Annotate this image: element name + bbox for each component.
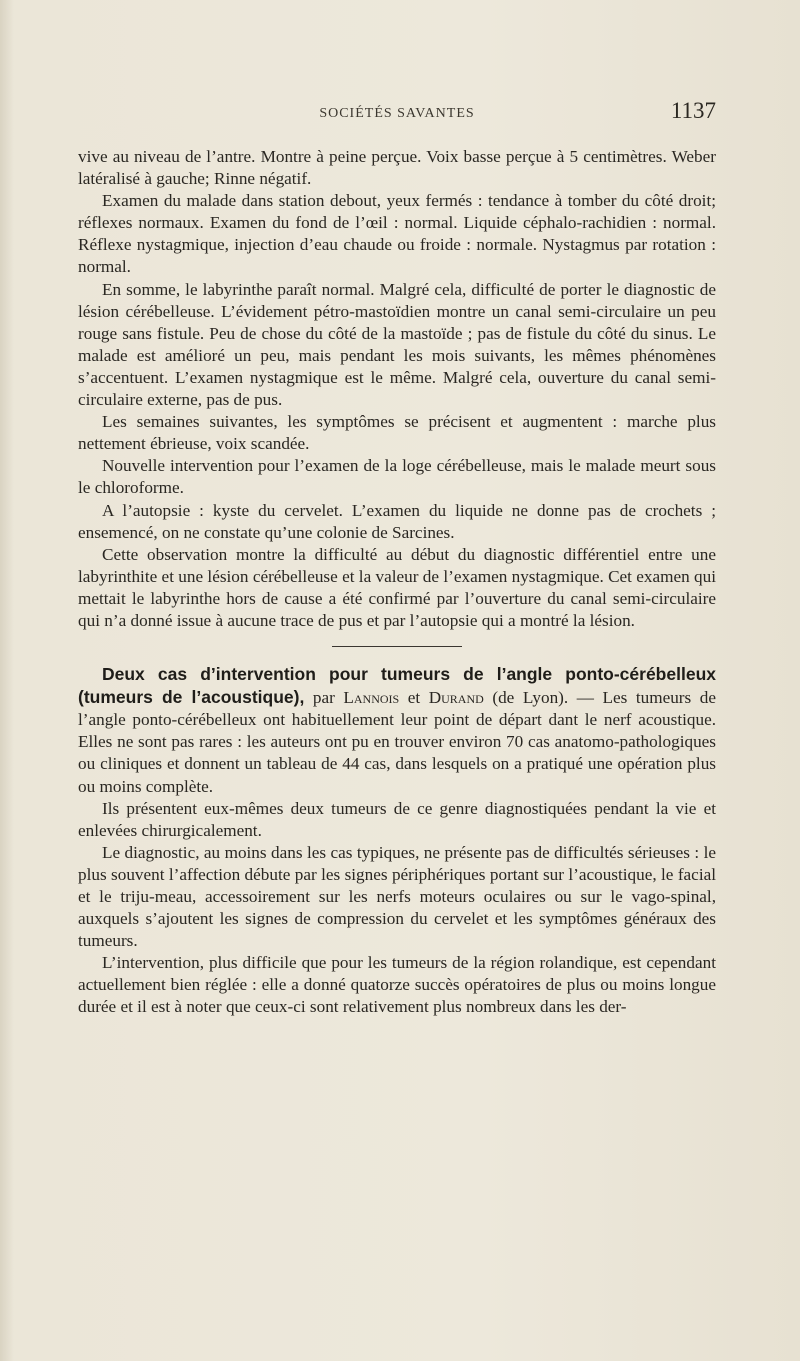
article-place: (de Lyon). — xyxy=(483,688,603,708)
paragraph: Nouvelle intervention pour l’examen de la loge cérébelleuse, mais le malade meurt sous le chloroforme. xyxy=(78,456,716,498)
paragraph: En somme, le labyrinthe paraît normal. Malgré cela, difficulté de porter le diagnostic de lésion cérébelleuse. L’évidement pétro-mastoïdien montre un canal semi-circulaire un peu rouge sans fistule. Peu de chose du côté de la mastoïde ; pas de fistule du côté du sinus. Le malade est amélioré un peu, mais pendant les mois suivants, les mêmes phénomènes s’accentuent. L’examen nystagmique est le même. Malgré cela, ouverture du canal semi-circulaire externe, pas de pus. xyxy=(78,279,716,410)
paragraph: Cette observation montre la difficulté au début du diagnostic différentiel entre une labyrinthite et une lésion cérébelleuse et la valeur de l’examen nystagmique. Cet examen qui mettait le labyrinthe hors de cause a été confirmé par l’ouverture du canal semi-circulaire qui n’a donné issue à aucune trace de pus et par l’autopsie qui a montré la lésion. xyxy=(78,544,716,630)
paragraph: Le diagnostic, au moins dans les cas typiques, ne présente pas de difficultés sérieuses : le plus souvent l’affection débute par les signes périphériques portant sur l’acoustique, le facial et le triju-meau, accessoirement sur les nerfs moteurs oculaires ou sur le vago-spinal, auxquels s’ajoutent les signes de compression du cervelet et les symptômes généraux des tumeurs. xyxy=(78,842,716,951)
paragraph: vive au niveau de l’antre. Montre à peine perçue. Voix basse perçue à 5 centimètres. Weber latéralisé à gauche; Rinne négatif. xyxy=(78,147,716,189)
text-body xyxy=(78,146,716,1019)
article-by: par xyxy=(304,688,344,708)
paragraph: A l’autopsie : kyste du cervelet. L’examen du liquide ne donne pas de crochets ; ensemencé, on ne constate qu’une colonie de Sarcines. xyxy=(78,500,716,542)
author-name: Lannois xyxy=(343,688,400,708)
paragraph: Les semaines suivantes, les symptômes se précisent et augmentent : marche plus nettement ébrieuse, voix scandée. xyxy=(78,412,716,454)
running-head: SOCIÉTÉS SAVANTES xyxy=(319,106,475,121)
author-name: Durand xyxy=(428,688,484,708)
paragraph: Examen du malade dans station debout, yeux fermés : tendance à tomber du côté droit; réflexes normaux. Examen du fond de l’œil : normal. Liquide céphalo-rachidien : normal. Réflexe nystagmique, injection d’eau chaude ou froide : normale. Nystagmus par rotation : normal. xyxy=(78,191,716,277)
article-lead-paragraph xyxy=(78,663,716,798)
article-title: Deux cas d’intervention pour tumeurs de l’angle ponto-cérébelleux (tumeurs de l’acoustique), xyxy=(78,664,716,708)
paragraph: Ils présentent eux-mêmes deux tumeurs de ce genre diagnostiquées pendant la vie et enlevées chirurgicalement. xyxy=(78,798,716,840)
article-and: et xyxy=(399,688,429,708)
article-lead-text: Les tumeurs de l’angle ponto-cérébelleux ont habituellement leur point de départ dant le nerf acoustique. Elles ne sont pas rares : les auteurs ont pu en trouver environ 70 cas anatomo-pathologiques ou cliniques et donnent un tableau de 44 cas, dans lesquels on a pratiqué une opération plus ou moins complète. xyxy=(78,688,716,796)
section-divider xyxy=(332,646,462,647)
paragraph: L’intervention, plus difficile que pour les tumeurs de la région rolandique, est cependant actuellement bien réglée : elle a donné quatorze succès opératoires de plus ou moins longue durée et il est à noter que ceux-ci sont relativement plus nombreux dans les der- xyxy=(78,953,716,1017)
page-header xyxy=(78,98,716,132)
page-number: 1137 xyxy=(670,98,716,123)
